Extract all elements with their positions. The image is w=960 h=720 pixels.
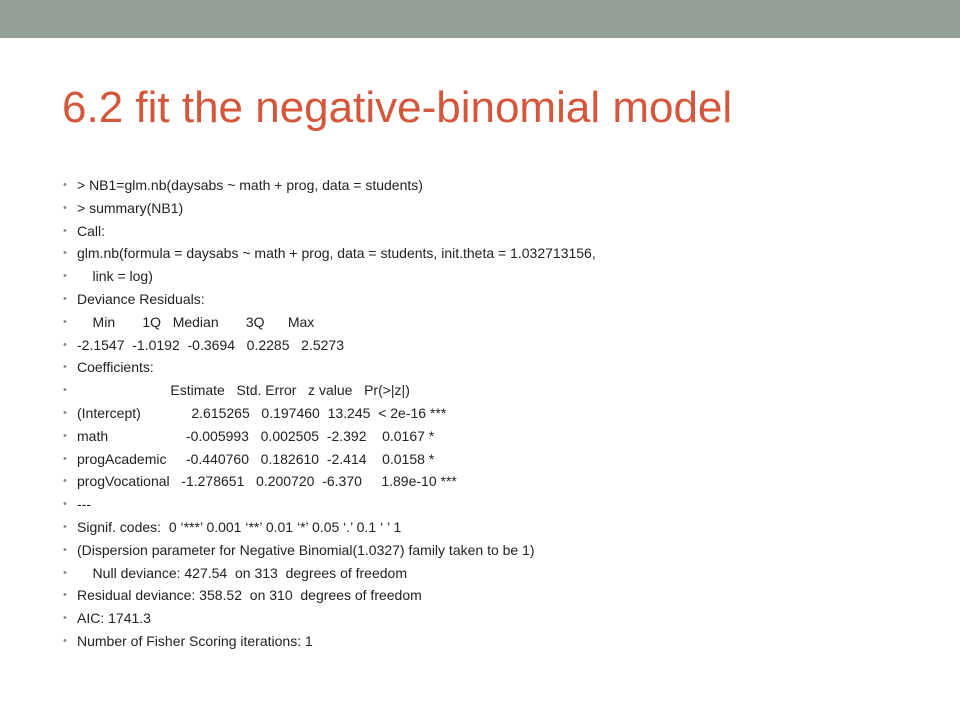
bullet-text: link = log) <box>77 268 153 285</box>
bullet-text: Deviance Residuals: <box>77 290 205 307</box>
bullet-dot-icon: • <box>63 498 67 511</box>
bullet-text: progAcademic -0.440760 0.182610 -2.414 0.0158 * <box>77 450 435 467</box>
bullet-dot-icon: • <box>63 634 67 647</box>
bullet-item <box>62 288 942 311</box>
bullet-text: Number of Fisher Scoring iterations: 1 <box>77 632 313 649</box>
bullet-dot-icon: • <box>63 270 67 283</box>
bullet-text: (Dispersion parameter for Negative Binomial(1.0327) family taken to be 1) <box>77 541 535 558</box>
bullet-text: -2.1547 -1.0192 -0.3694 0.2285 2.5273 <box>77 336 344 353</box>
bullet-item <box>62 356 942 379</box>
bullet-text: > NB1=glm.nb(daysabs ~ math + prog, data = students) <box>77 177 423 193</box>
top-accent-bar <box>0 0 960 38</box>
bullet-item <box>62 379 942 402</box>
bullet-list <box>62 174 942 653</box>
slide-title: 6.2 fit the negative-binomial model <box>62 83 733 132</box>
bullet-dot-icon: • <box>63 361 67 374</box>
bullet-text: glm.nb(formula = daysabs ~ math + prog, data = students, init.theta = 1.032713156, <box>77 245 596 262</box>
bullet-item <box>62 539 942 562</box>
bullet-dot-icon: • <box>63 179 67 191</box>
bullet-text: Call: <box>77 222 106 239</box>
bullet-dot-icon: • <box>63 315 67 328</box>
bullet-item <box>62 584 942 607</box>
bullet-item <box>62 402 942 425</box>
bullet-text: Signif. codes: 0 ‘***’ 0.001 ‘**’ 0.01 ‘*’ 0.05 ‘.’ 0.1 ‘ ’ 1 <box>77 518 402 535</box>
bullet-text: Coefficients: <box>77 359 154 376</box>
bullet-dot-icon: • <box>63 338 67 351</box>
bullet-text: (Intercept) 2.615265 0.197460 13.245 < 2e-16 *** <box>77 404 447 421</box>
bullet-text: progVocational -1.278651 0.200720 -6.370 1.89e-10 *** <box>77 473 457 490</box>
bullet-dot-icon: • <box>63 406 67 419</box>
bullet-item <box>62 242 942 265</box>
bullet-item <box>62 470 942 493</box>
bullet-dot-icon: • <box>63 475 67 488</box>
bullet-text: math -0.005993 0.002505 -2.392 0.0167 * <box>77 427 435 444</box>
bullet-item <box>62 607 942 630</box>
bullet-text: Residual deviance: 358.52 on 310 degrees of freedom <box>77 587 422 604</box>
bullet-dot-icon: • <box>63 520 67 533</box>
bullet-dot-icon: • <box>63 201 67 214</box>
bullet-item <box>62 630 942 653</box>
bullet-item <box>62 562 942 585</box>
bullet-dot-icon: • <box>63 543 67 556</box>
bullet-text: Min 1Q Median 3Q Max <box>77 313 315 330</box>
bullet-text: --- <box>77 496 91 513</box>
bullet-item <box>62 174 942 197</box>
bullet-dot-icon: • <box>63 224 67 237</box>
bullet-dot-icon: • <box>63 566 67 579</box>
bullet-text: > summary(NB1) <box>77 199 184 216</box>
bullet-dot-icon: • <box>63 247 67 260</box>
bullet-dot-icon: • <box>63 429 67 442</box>
bullet-text: AIC: 1741.3 <box>77 610 151 627</box>
bullet-dot-icon: • <box>63 612 67 625</box>
bullet-dot-icon: • <box>63 452 67 465</box>
bullet-item <box>62 311 942 334</box>
bullet-item <box>62 265 942 288</box>
bullet-item <box>62 197 942 220</box>
bullet-dot-icon: • <box>63 589 67 602</box>
bullet-item <box>62 516 942 539</box>
bullet-dot-icon: • <box>63 384 67 397</box>
bullet-text: Estimate Std. Error z value Pr(>|z|) <box>77 382 410 399</box>
bullet-item <box>62 220 942 243</box>
bullet-item <box>62 448 942 471</box>
bullet-item <box>62 334 942 357</box>
bullet-text: Null deviance: 427.54 on 313 degrees of freedom <box>77 564 407 581</box>
bullet-item <box>62 425 942 448</box>
bullet-dot-icon: • <box>63 292 67 305</box>
bullet-item <box>62 493 942 516</box>
